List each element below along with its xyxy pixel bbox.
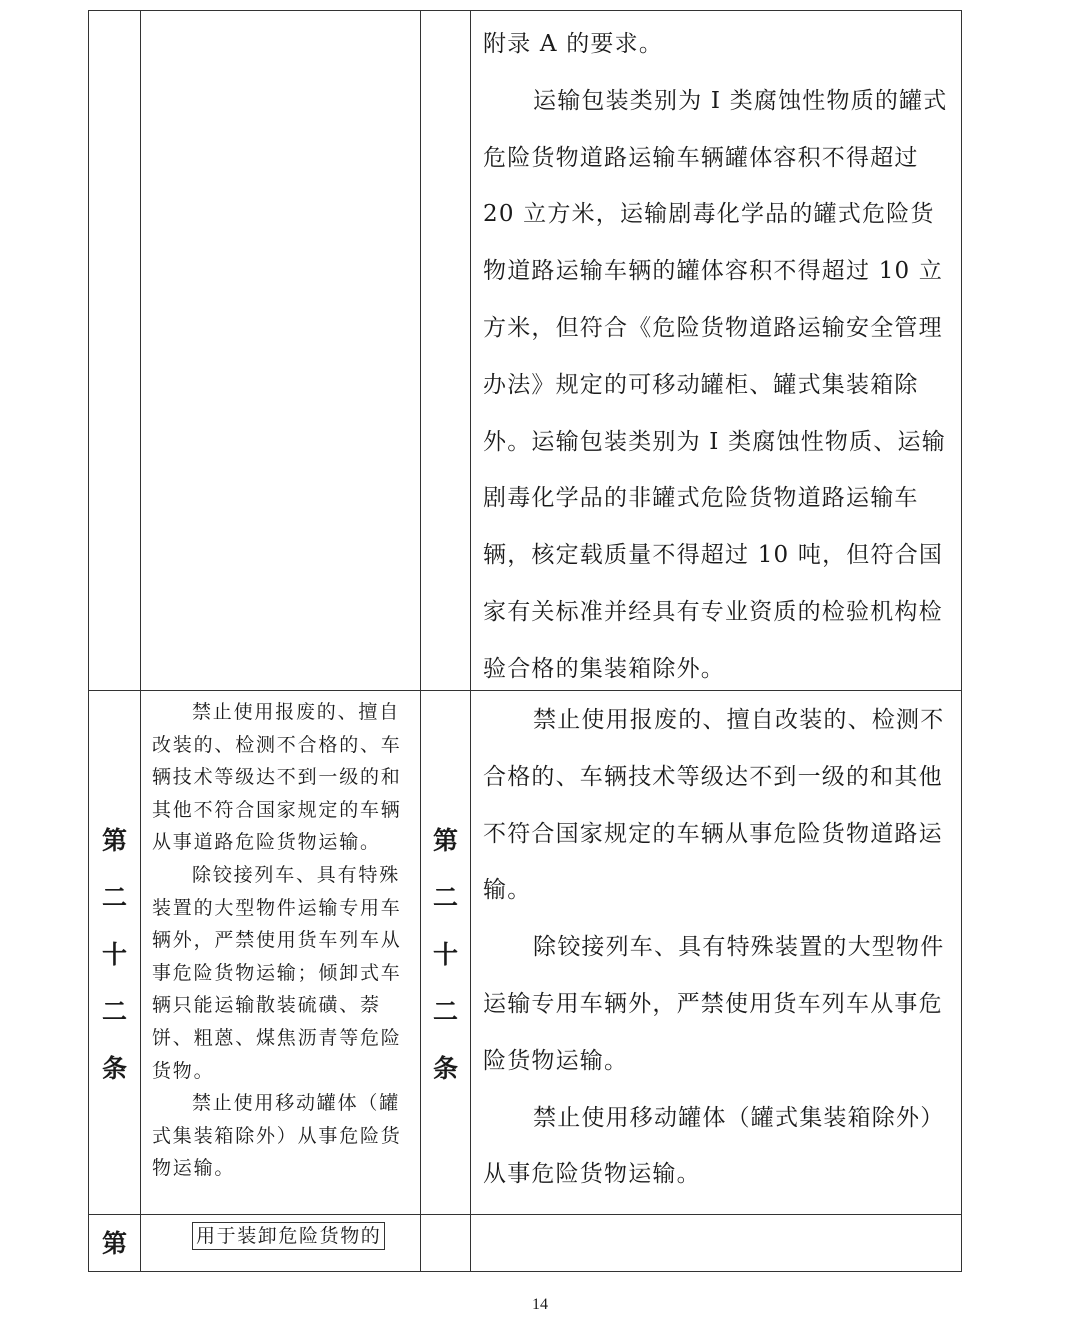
row-divider [88, 1214, 962, 1215]
article-label-old [89, 812, 140, 1097]
paragraph: 禁止使用移动罐体（罐式集装箱除外）从事危险货物运输。 [152, 1092, 402, 1180]
paragraph: 除铰接列车、具有特殊装置的大型物件运输专用车辆外，严禁使用货车列车从事危险货物运输；倾卸式车辆只能运输散装硫磺、萘饼、粗蒽、煤焦沥青等危险货物。 [152, 863, 402, 1082]
label-char: 第 [101, 1229, 127, 1258]
label-char: 二 [432, 997, 458, 1026]
paragraph: 除铰接列车、具有特殊装置的大型物件运输专用车辆外，严禁使用货车列车从事危险货物运输。 [483, 934, 945, 1074]
label-char: 二 [101, 997, 127, 1026]
table-border-bottom [88, 1271, 962, 1272]
label-char: 十 [432, 940, 458, 969]
article-label-new [421, 812, 470, 1097]
top-row-new-text [471, 16, 961, 698]
paragraph: 禁止使用移动罐体（罐式集装箱除外）从事危险货物运输。 [483, 1104, 945, 1188]
label-char: 第 [432, 826, 458, 855]
label-char: 二 [432, 883, 458, 912]
label-char: 条 [432, 1054, 458, 1083]
table-border-top [88, 10, 962, 11]
label-char: 二 [101, 883, 127, 912]
article-22-new-text [471, 692, 961, 1203]
boxed-text-fragment: 用于装卸危险货物的 [192, 1222, 385, 1250]
label-char: 十 [101, 940, 127, 969]
comparison-table [88, 10, 962, 1272]
paragraph: 禁止使用报废的、擅自改装的、检测不合格的、车辆技术等级达不到一级的和其他不符合国家规定的车辆从事危险货物道路运输。 [483, 707, 945, 904]
paragraph: 运输包装类别为 I 类腐蚀性物质的罐式危险货物道路运输车辆罐体容积不得超过 20 立方米，运输剧毒化学品的罐式危险货物道路运输车辆的罐体容积不得超过 10 立方米，但符合《危险货物道路运输安全管理办法》规定的可移动罐柜、罐式集装箱除外。运输包装类别为 I 类腐蚀性物质、运输剧毒化学品的非罐式危险货物道路运输车辆，核定载质量不得超过 10 吨，但符合国家有关标准并经具有专业资质的检验机构检验合格的集装箱除外。 [483, 87, 948, 682]
next-article-old-text [192, 1222, 385, 1250]
article-22-old-text [141, 696, 420, 1185]
page-number: 14 [532, 1296, 548, 1313]
paragraph: 附录 A 的要求。 [483, 31, 664, 57]
label-char: 条 [101, 1054, 127, 1083]
table-border-right [961, 10, 962, 1272]
next-article-label [89, 1215, 140, 1272]
label-char: 第 [101, 826, 127, 855]
paragraph: 禁止使用报废的、擅自改装的、检测不合格的、车辆技术等级达不到一级的和其他不符合国家规定的车辆从事道路危险货物运输。 [152, 701, 402, 854]
